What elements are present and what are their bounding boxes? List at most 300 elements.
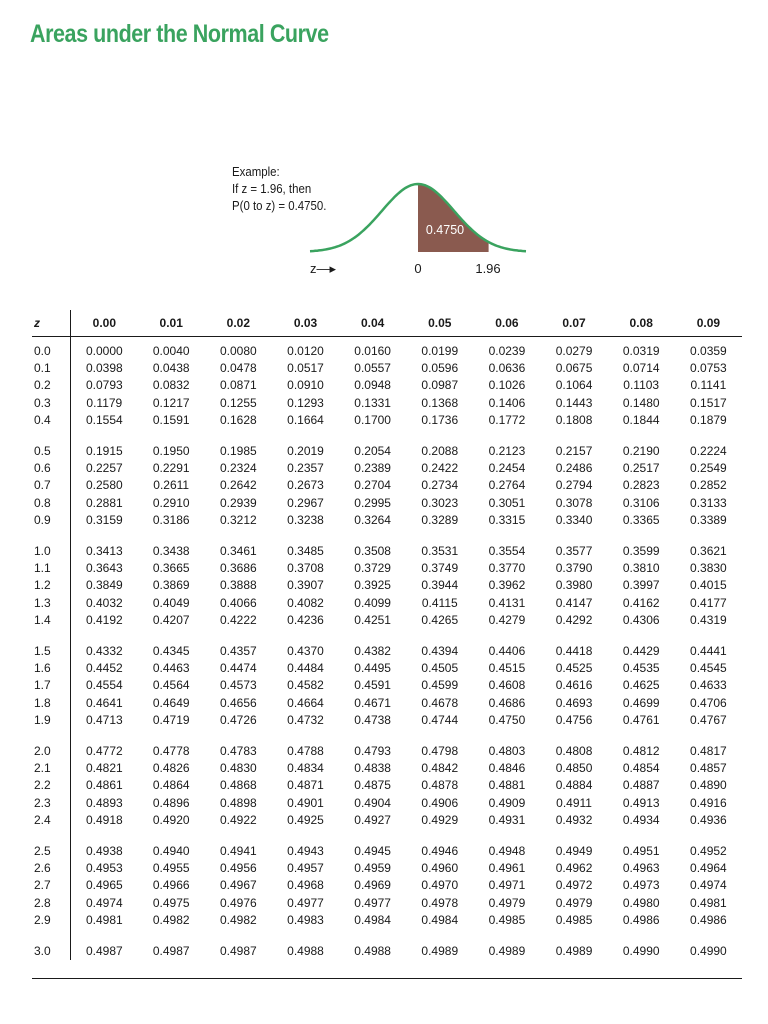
area-value-cell: 0.4881 — [488, 778, 526, 793]
group-spacer — [32, 429, 742, 443]
area-value-cell: 0.2324 — [220, 461, 257, 476]
area-value-cell: 0.2517 — [622, 461, 660, 476]
z-value-cell: 0.4 — [32, 412, 71, 429]
area-value-cell: 0.4972 — [555, 878, 593, 893]
area-value-cell: 0.4938 — [85, 844, 123, 859]
area-value-cell: 0.4960 — [421, 861, 459, 876]
area-value-cell: 0.4573 — [220, 678, 257, 693]
table-row — [32, 395, 742, 412]
spacer-cell — [205, 729, 272, 743]
spacer-cell — [540, 629, 607, 643]
table-row — [32, 560, 742, 577]
area-value-cell: 0.0120 — [287, 344, 324, 358]
area-value-cell: 0.2549 — [690, 461, 727, 476]
area-value-cell: 0.2611 — [153, 478, 190, 493]
area-value-cell: 0.1443 — [555, 395, 593, 410]
area-value-cell: 0.4671 — [354, 695, 391, 710]
spacer-cell — [339, 429, 406, 443]
table-row — [32, 812, 742, 829]
shaded-area — [418, 184, 489, 252]
area-value-cell: 0.3051 — [488, 495, 526, 510]
column-header: 0.01 — [138, 310, 205, 337]
area-value-cell: 0.4641 — [85, 695, 123, 710]
area-value-cell: 0.4948 — [488, 844, 526, 859]
area-value-cell: 0.4713 — [85, 712, 123, 727]
z-value-cell: 2.3 — [32, 795, 71, 812]
area-value-cell: 0.4798 — [421, 744, 459, 759]
spacer-cell — [32, 629, 71, 643]
area-value-cell: 0.4783 — [220, 744, 257, 759]
area-value-cell: 0.4979 — [555, 895, 593, 910]
area-value-cell: 0.4049 — [152, 595, 190, 610]
area-value-cell: 0.4977 — [354, 895, 391, 910]
area-value-cell: 0.4984 — [354, 912, 391, 927]
z-value-cell: 1.6 — [32, 660, 71, 677]
area-value-cell: 0.3599 — [622, 544, 660, 559]
area-value-cell: 0.4962 — [555, 861, 593, 876]
spacer-cell — [272, 429, 339, 443]
area-value-cell: 0.4955 — [152, 861, 190, 876]
table-row — [32, 477, 742, 494]
column-header: 0.05 — [406, 310, 473, 337]
area-value-cell: 0.4986 — [622, 912, 660, 927]
table-body — [32, 337, 742, 961]
z-value-cell: 1.1 — [32, 560, 71, 577]
area-value-cell: 0.4625 — [622, 678, 660, 693]
area-value-cell: 0.4961 — [488, 861, 526, 876]
z-value-cell: 2.4 — [32, 812, 71, 829]
spacer-cell — [32, 429, 71, 443]
area-value-cell: 0.4484 — [287, 661, 324, 676]
area-value-cell: 0.4564 — [152, 678, 190, 693]
area-value-cell: 0.4931 — [488, 812, 526, 827]
area-value-cell: 0.4940 — [152, 844, 190, 859]
area-value-cell: 0.3925 — [354, 578, 391, 593]
area-value-cell: 0.2357 — [287, 461, 324, 476]
spacer-cell — [272, 829, 339, 843]
area-value-cell: 0.4977 — [287, 895, 324, 910]
area-value-cell: 0.4854 — [622, 761, 660, 776]
spacer-cell — [339, 529, 406, 543]
area-value-cell: 0.3729 — [354, 561, 391, 576]
area-value-cell: 0.4591 — [354, 678, 391, 693]
table-row — [32, 760, 742, 777]
spacer-cell — [608, 829, 675, 843]
example-heading: Example: — [232, 164, 280, 179]
spacer-cell — [32, 829, 71, 843]
area-value-cell: 0.4846 — [488, 761, 526, 776]
area-value-cell: 0.4693 — [555, 695, 593, 710]
area-value-cell: 0.4803 — [488, 744, 526, 759]
area-value-cell: 0.4964 — [690, 861, 727, 876]
table-row — [32, 443, 742, 460]
area-value-cell: 0.4265 — [421, 612, 459, 627]
area-value-cell: 0.3810 — [622, 561, 660, 576]
area-value-cell: 0.1772 — [488, 412, 526, 427]
area-value-cell: 0.4656 — [220, 695, 257, 710]
area-value-cell: 0.2088 — [421, 444, 459, 459]
area-value-cell: 0.0239 — [488, 344, 526, 358]
area-value-cell: 0.3212 — [220, 512, 257, 527]
table-row — [32, 377, 742, 394]
table-row — [32, 595, 742, 612]
area-value-cell: 0.3962 — [488, 578, 526, 593]
area-value-cell: 0.4767 — [690, 712, 727, 727]
spacer-cell — [540, 429, 607, 443]
area-value-cell: 0.4099 — [354, 595, 391, 610]
spacer-cell — [205, 529, 272, 543]
area-value-cell: 0.3186 — [152, 512, 190, 527]
area-value-cell: 0.4861 — [85, 778, 123, 793]
area-value-cell: 0.2852 — [690, 478, 727, 493]
spacer-cell — [205, 629, 272, 643]
table-row — [32, 543, 742, 560]
spacer-cell — [32, 929, 71, 943]
area-value-cell: 0.4945 — [354, 844, 391, 859]
spacer-cell — [608, 529, 675, 543]
area-value-cell: 0.2123 — [488, 444, 526, 459]
spacer-cell — [473, 429, 540, 443]
area-value-cell: 0.4279 — [488, 612, 526, 627]
area-value-cell: 0.2995 — [354, 495, 391, 510]
area-value-cell: 0.4222 — [220, 612, 257, 627]
area-value-cell: 0.0714 — [622, 361, 660, 376]
table-row — [32, 495, 742, 512]
area-value-cell: 0.4987 — [85, 944, 123, 959]
area-value-cell: 0.4927 — [354, 812, 391, 827]
area-value-cell: 0.3643 — [85, 561, 123, 576]
area-value-cell: 0.2580 — [85, 478, 123, 493]
area-value-cell: 0.3770 — [488, 561, 526, 576]
spacer-cell — [608, 729, 675, 743]
z-value-cell: 1.4 — [32, 612, 71, 629]
area-value-cell: 0.4292 — [555, 612, 593, 627]
area-value-cell: 0.1179 — [86, 395, 123, 410]
column-header: 0.08 — [608, 310, 675, 337]
area-value-cell: 0.4957 — [287, 861, 324, 876]
area-value-cell: 0.3106 — [622, 495, 660, 510]
area-value-cell: 0.3980 — [555, 578, 593, 593]
table-row — [32, 843, 742, 860]
area-value-cell: 0.3888 — [220, 578, 257, 593]
area-value-cell: 0.4988 — [287, 944, 324, 959]
area-value-cell: 0.4952 — [690, 844, 727, 859]
area-value-cell: 0.4929 — [421, 812, 459, 827]
area-value-cell: 0.4893 — [85, 795, 123, 810]
area-value-cell: 0.4981 — [690, 895, 727, 910]
area-value-cell: 0.4821 — [85, 761, 123, 776]
group-spacer — [32, 929, 742, 943]
area-value-cell: 0.4974 — [690, 878, 727, 893]
area-value-cell: 0.4978 — [421, 895, 459, 910]
area-value-cell: 0.4582 — [287, 678, 324, 693]
area-value-cell: 0.4452 — [85, 661, 123, 676]
area-value-cell: 0.4699 — [622, 695, 660, 710]
area-value-cell: 0.4306 — [622, 612, 660, 627]
spacer-cell — [675, 929, 742, 943]
spacer-cell — [339, 929, 406, 943]
area-value-cell: 0.3830 — [690, 561, 727, 576]
area-value-cell: 0.0000 — [85, 344, 123, 358]
area-value-cell: 0.4982 — [152, 912, 190, 927]
header-row — [32, 310, 742, 337]
z-value-cell: 2.0 — [32, 743, 71, 760]
area-value-cell: 0.4913 — [622, 795, 660, 810]
area-value-cell: 0.4251 — [354, 612, 391, 627]
area-value-cell: 0.2764 — [488, 478, 526, 493]
area-value-cell: 0.4925 — [287, 812, 324, 827]
table-row — [32, 677, 742, 694]
spacer-cell — [138, 729, 205, 743]
area-value-cell: 0.4909 — [488, 795, 526, 810]
area-value-cell: 0.1879 — [690, 412, 727, 427]
spacer-cell — [32, 729, 71, 743]
z-value-cell: 0.7 — [32, 477, 71, 494]
area-value-cell: 0.3238 — [287, 512, 324, 527]
spacer-cell — [540, 929, 607, 943]
area-value-cell: 0.1736 — [421, 412, 459, 427]
area-value-cell: 0.3577 — [555, 544, 593, 559]
table-row — [32, 612, 742, 629]
spacer-cell — [406, 629, 473, 643]
spacer-cell — [473, 729, 540, 743]
area-value-cell: 0.1664 — [287, 412, 324, 427]
spacer-cell — [339, 829, 406, 843]
area-value-cell: 0.1985 — [220, 444, 257, 459]
spacer-cell — [138, 929, 205, 943]
area-value-cell: 0.4778 — [152, 744, 190, 759]
area-value-cell: 0.3438 — [152, 544, 190, 559]
area-value-cell: 0.1480 — [622, 395, 660, 410]
area-value-cell: 0.4968 — [287, 878, 324, 893]
z-value-cell: 0.3 — [32, 395, 71, 412]
area-value-cell: 0.2734 — [421, 478, 459, 493]
area-value-cell: 0.0948 — [354, 378, 391, 393]
area-value-cell: 0.4949 — [555, 844, 593, 859]
area-value-cell: 0.4515 — [488, 661, 526, 676]
area-value-cell: 0.4986 — [690, 912, 727, 927]
area-value-cell: 0.3340 — [555, 512, 593, 527]
area-value-cell: 0.4953 — [85, 861, 123, 876]
area-value-cell: 0.4066 — [220, 595, 257, 610]
z-value-cell: 2.8 — [32, 895, 71, 912]
group-spacer — [32, 729, 742, 743]
area-value-cell: 0.4032 — [85, 595, 123, 610]
area-value-cell: 0.1026 — [488, 378, 526, 393]
area-value-cell: 0.1141 — [690, 378, 727, 393]
area-value-cell: 0.4969 — [354, 878, 391, 893]
area-value-cell: 0.4495 — [354, 661, 391, 676]
table-row — [32, 337, 742, 361]
column-header: 0.00 — [71, 310, 138, 337]
area-value-cell: 0.1217 — [152, 395, 190, 410]
area-value-cell: 0.3790 — [555, 561, 593, 576]
area-value-cell: 0.3389 — [690, 512, 727, 527]
spacer-cell — [71, 429, 138, 443]
area-value-cell: 0.1103 — [623, 378, 660, 393]
spacer-cell — [71, 929, 138, 943]
column-header: 0.04 — [339, 310, 406, 337]
z-value-cell: 0.6 — [32, 460, 71, 477]
spacer-cell — [138, 829, 205, 843]
area-value-cell: 0.4979 — [488, 895, 526, 910]
area-value-cell: 0.4686 — [488, 695, 526, 710]
z-value-cell: 2.7 — [32, 877, 71, 894]
z-value-cell: 2.5 — [32, 843, 71, 860]
area-value-cell: 0.4932 — [555, 812, 593, 827]
area-value-cell: 0.4418 — [555, 644, 593, 659]
area-value-cell: 0.3708 — [287, 561, 324, 576]
area-value-cell: 0.3159 — [85, 512, 123, 527]
area-value-cell: 0.4967 — [220, 878, 257, 893]
area-value-cell: 0.1844 — [622, 412, 660, 427]
area-value-cell: 0.4788 — [287, 744, 324, 759]
area-value-cell: 0.4147 — [555, 595, 593, 610]
area-value-cell: 0.4441 — [690, 644, 727, 659]
area-value-cell: 0.4382 — [354, 644, 391, 659]
area-value-cell: 0.4406 — [488, 644, 526, 659]
area-value-cell: 0.4868 — [220, 778, 257, 793]
z-table — [32, 310, 742, 960]
area-value-cell: 0.3485 — [287, 544, 324, 559]
area-value-cell: 0.2794 — [555, 478, 593, 493]
area-value-cell: 0.4744 — [421, 712, 459, 727]
area-value-cell: 0.2704 — [354, 478, 391, 493]
normal-curve-figure — [290, 176, 530, 282]
column-header: 0.06 — [473, 310, 540, 337]
area-value-cell: 0.4970 — [421, 878, 459, 893]
area-value-cell: 0.4901 — [287, 795, 324, 810]
area-value-cell: 0.4345 — [152, 644, 190, 659]
area-value-cell: 0.4830 — [220, 761, 257, 776]
area-value-cell: 0.3907 — [287, 578, 324, 593]
example-result: P(0 to z) = 0.4750. — [232, 198, 327, 213]
spacer-cell — [473, 829, 540, 843]
column-header: 0.02 — [205, 310, 272, 337]
area-value-cell: 0.4236 — [287, 612, 324, 627]
spacer-cell — [71, 829, 138, 843]
table-row — [32, 777, 742, 794]
area-value-cell: 0.4850 — [555, 761, 593, 776]
area-value-cell: 0.4987 — [152, 944, 190, 959]
area-value-cell: 0.2019 — [287, 444, 324, 459]
area-value-cell: 0.4906 — [421, 795, 459, 810]
area-value-cell: 0.4976 — [220, 895, 257, 910]
area-value-cell: 0.4177 — [690, 595, 727, 610]
spacer-cell — [272, 629, 339, 643]
area-value-cell: 0.2291 — [152, 461, 190, 476]
spacer-cell — [675, 429, 742, 443]
area-value-cell: 0.4990 — [622, 944, 660, 959]
group-spacer — [32, 629, 742, 643]
z-value-cell: 1.2 — [32, 577, 71, 594]
z-value-cell: 1.8 — [32, 695, 71, 712]
area-value-cell: 0.1368 — [421, 395, 459, 410]
table-row — [32, 643, 742, 660]
spacer-cell — [473, 629, 540, 643]
spacer-cell — [406, 829, 473, 843]
area-value-cell: 0.0675 — [555, 361, 593, 376]
spacer-cell — [32, 529, 71, 543]
area-value-cell: 0.3686 — [220, 561, 257, 576]
area-value-cell: 0.4394 — [421, 644, 459, 659]
spacer-cell — [608, 929, 675, 943]
area-value-cell: 0.4706 — [690, 695, 727, 710]
group-spacer — [32, 529, 742, 543]
spacer-cell — [205, 929, 272, 943]
area-value-cell: 0.4974 — [85, 895, 123, 910]
spacer-cell — [675, 629, 742, 643]
spacer-cell — [675, 829, 742, 843]
area-value-cell: 0.0557 — [354, 361, 391, 376]
area-value-cell: 0.3133 — [690, 495, 727, 510]
spacer-cell — [272, 929, 339, 943]
bottom-rule — [32, 978, 742, 979]
table-row — [32, 712, 742, 729]
area-value-cell: 0.3365 — [622, 512, 660, 527]
area-value-cell: 0.4956 — [220, 861, 257, 876]
area-value-cell: 0.2486 — [555, 461, 593, 476]
area-value-cell: 0.4738 — [354, 712, 391, 727]
area-value-cell: 0.2190 — [622, 444, 660, 459]
area-value-cell: 0.1331 — [354, 395, 391, 410]
area-value-cell: 0.4918 — [85, 812, 123, 827]
area-value-cell: 0.4857 — [690, 761, 727, 776]
area-value-cell: 0.1591 — [152, 412, 190, 427]
table-row — [32, 795, 742, 812]
spacer-cell — [406, 929, 473, 943]
area-value-cell: 0.4842 — [421, 761, 459, 776]
area-value-cell: 0.2673 — [287, 478, 324, 493]
area-value-cell: 0.4535 — [622, 661, 660, 676]
area-value-cell: 0.4989 — [421, 944, 459, 959]
spacer-cell — [205, 829, 272, 843]
z-value-cell: 0.0 — [32, 337, 71, 361]
area-value-cell: 0.4985 — [555, 912, 593, 927]
column-header: 0.09 — [675, 310, 742, 337]
z-value-cell: 2.6 — [32, 860, 71, 877]
area-value-cell: 0.4319 — [690, 612, 727, 627]
area-value-cell: 0.4884 — [555, 778, 593, 793]
area-value-cell: 0.4887 — [622, 778, 660, 793]
area-value-cell: 0.0319 — [622, 344, 660, 358]
area-value-cell: 0.4941 — [220, 844, 257, 859]
area-value-cell: 0.1808 — [555, 412, 593, 427]
area-value-cell: 0.4934 — [622, 812, 660, 827]
area-value-cell: 0.4357 — [220, 644, 257, 659]
table-header — [32, 310, 742, 337]
table-row — [32, 695, 742, 712]
area-value-cell: 0.4966 — [152, 878, 190, 893]
area-value-cell: 0.4878 — [421, 778, 459, 793]
area-value-cell: 0.4429 — [622, 644, 660, 659]
spacer-cell — [272, 529, 339, 543]
area-value-cell: 0.4988 — [354, 944, 391, 959]
spacer-cell — [406, 729, 473, 743]
area-value-cell: 0.4817 — [690, 744, 727, 759]
area-value-cell: 0.4015 — [690, 578, 727, 593]
z-axis-label: z—▸ — [310, 261, 337, 276]
area-value-cell: 0.0080 — [220, 344, 257, 358]
area-value-cell: 0.2224 — [690, 444, 727, 459]
z-value-cell: 1.7 — [32, 677, 71, 694]
area-value-cell: 0.2939 — [220, 495, 257, 510]
area-value-cell: 0.3749 — [421, 561, 459, 576]
area-value-cell: 0.4115 — [421, 595, 458, 610]
area-value-cell: 0.4750 — [488, 712, 526, 727]
area-value-cell: 0.4719 — [152, 712, 190, 727]
example-condition: If z = 1.96, then — [232, 181, 312, 196]
